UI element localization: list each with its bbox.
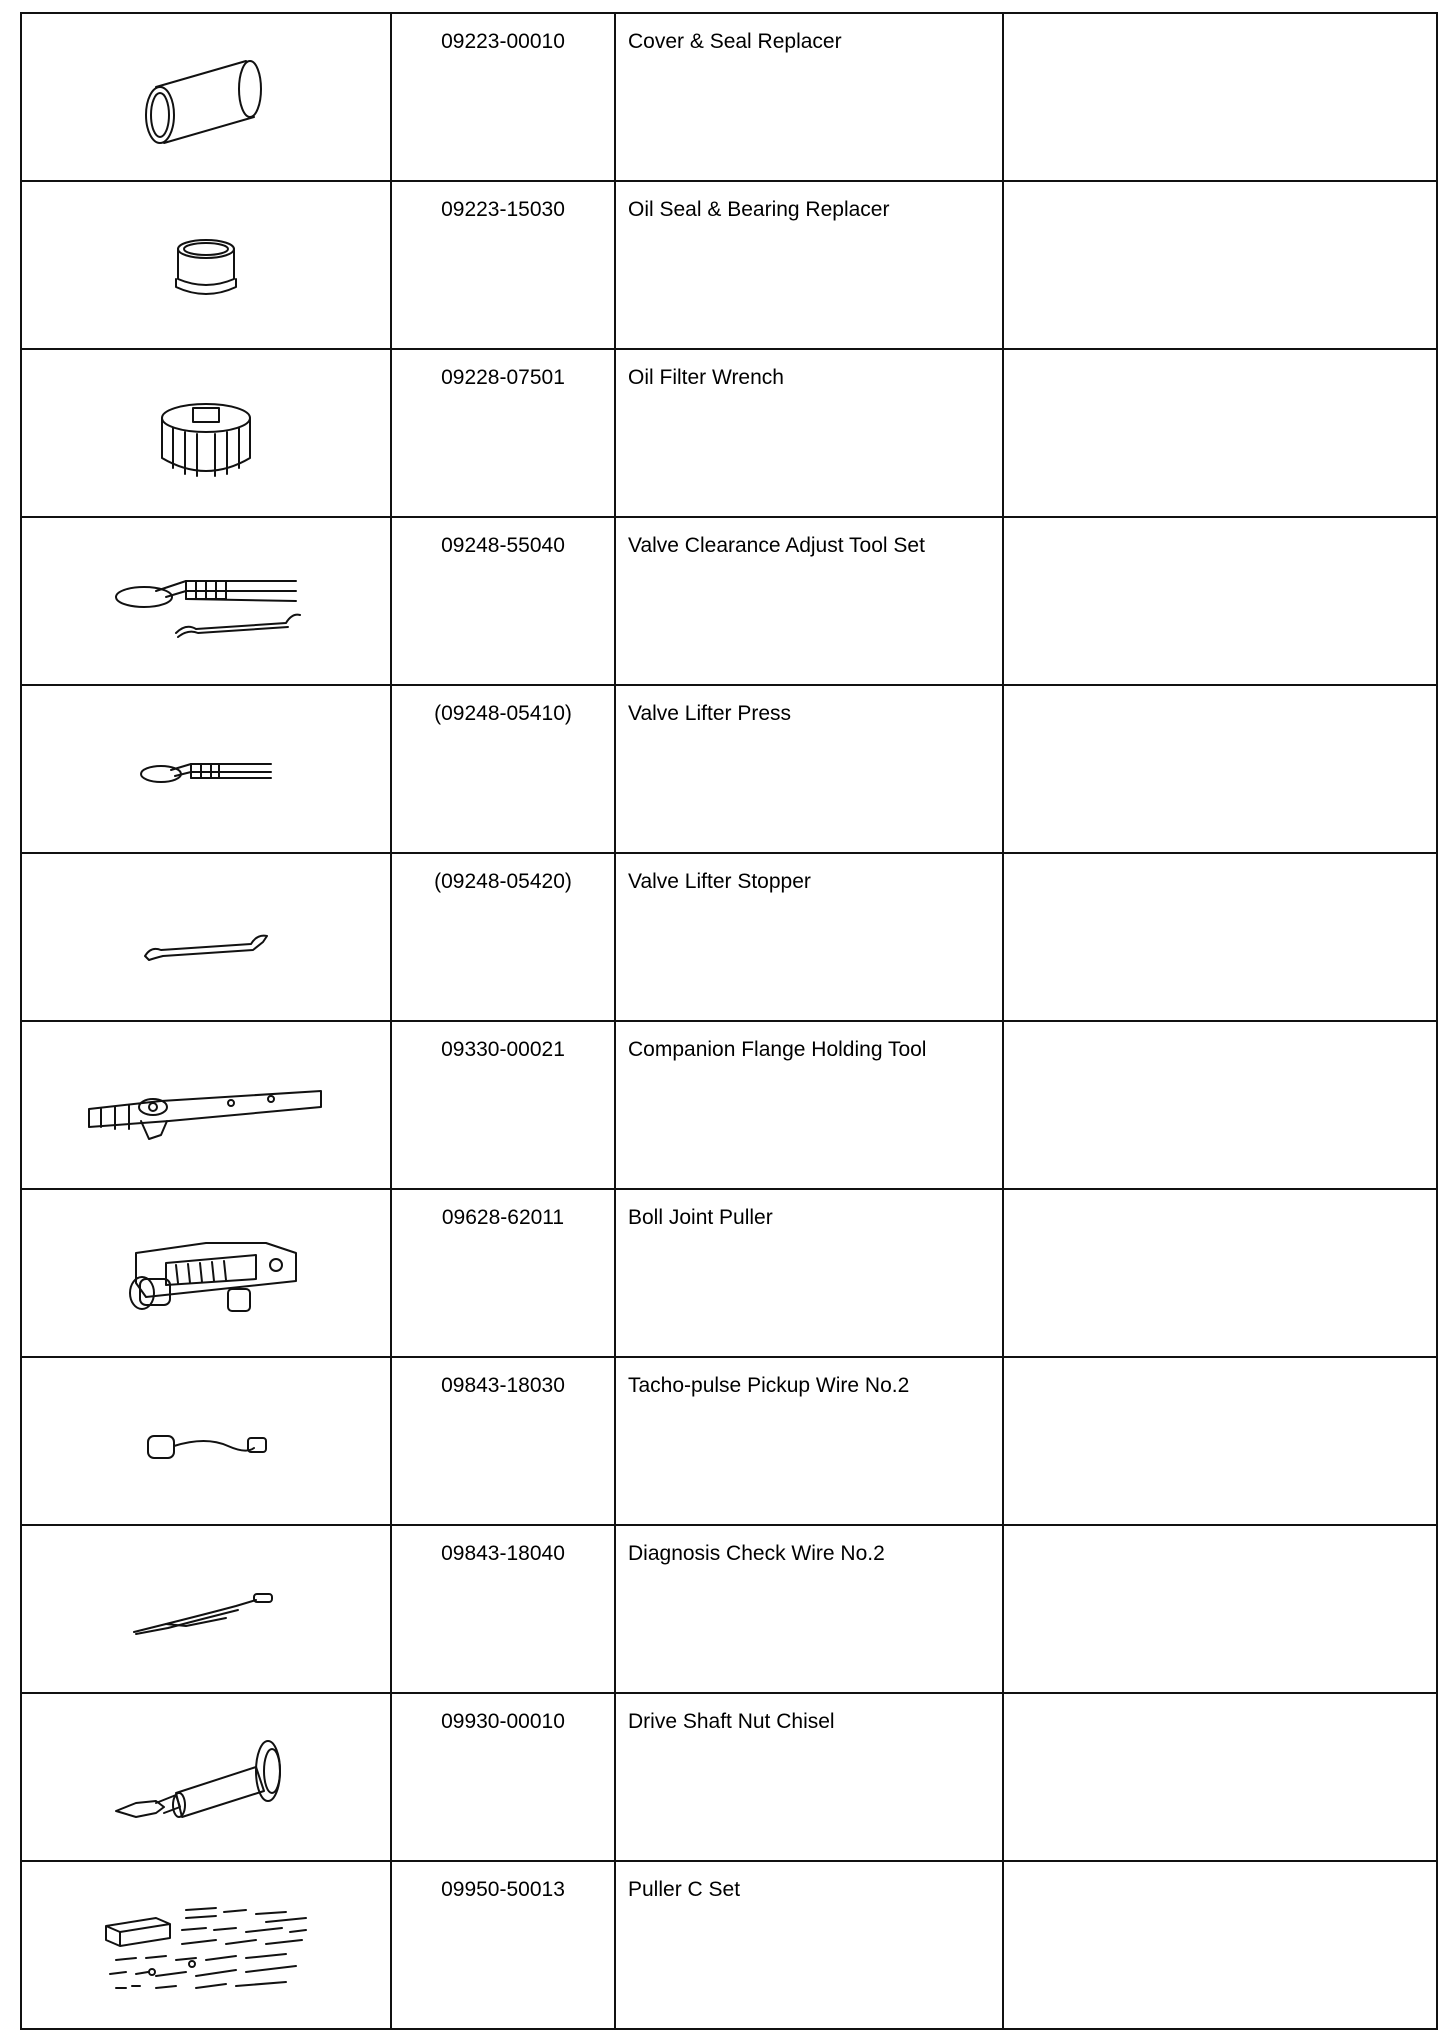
tool-illustration	[21, 1021, 391, 1189]
flange-holding-tool-icon	[81, 1065, 331, 1155]
tool-name: Diagnosis Check Wire No.2	[615, 1525, 1003, 1693]
part-number: (09248-05410)	[391, 685, 615, 853]
notes-cell	[1003, 1861, 1437, 2029]
table-row	[21, 1861, 1437, 2029]
part-number: 09843-18030	[391, 1357, 615, 1525]
tool-illustration	[21, 1861, 391, 2029]
part-number: 09223-00010	[391, 13, 615, 181]
part-number: 09248-55040	[391, 517, 615, 685]
notes-cell	[1003, 853, 1437, 1021]
tool-illustration	[21, 517, 391, 685]
valve-lifter-stopper-icon	[131, 912, 281, 972]
tool-name: Boll Joint Puller	[615, 1189, 1003, 1357]
table-row	[21, 1021, 1437, 1189]
notes-cell	[1003, 181, 1437, 349]
notes-cell	[1003, 1189, 1437, 1357]
table-row	[21, 1693, 1437, 1861]
tool-illustration	[21, 685, 391, 853]
notes-cell	[1003, 1693, 1437, 1861]
table-row	[21, 181, 1437, 349]
table-row	[21, 13, 1437, 181]
valve-lifter-press-icon	[131, 744, 281, 804]
part-number: 09628-62011	[391, 1189, 615, 1357]
notes-cell	[1003, 13, 1437, 181]
tool-illustration	[21, 853, 391, 1021]
table-row	[21, 349, 1437, 517]
tool-name: Tacho-pulse Pickup Wire No.2	[615, 1357, 1003, 1525]
special-tools-table	[20, 12, 1438, 2030]
filter-wrench-icon	[131, 388, 281, 488]
tool-name: Puller C Set	[615, 1861, 1003, 2029]
tool-illustration	[21, 1357, 391, 1525]
part-number: 09330-00021	[391, 1021, 615, 1189]
puller-set-icon	[96, 1900, 316, 2000]
ball-joint-puller-icon	[106, 1223, 306, 1333]
notes-cell	[1003, 685, 1437, 853]
check-wire-icon	[126, 1584, 286, 1644]
tool-name: Oil Seal & Bearing Replacer	[615, 181, 1003, 349]
notes-cell	[1003, 517, 1437, 685]
tool-name: Valve Clearance Adjust Tool Set	[615, 517, 1003, 685]
table-row	[21, 1525, 1437, 1693]
tool-illustration	[21, 1525, 391, 1693]
pickup-wire-icon	[136, 1416, 276, 1476]
table-row	[21, 685, 1437, 853]
table-row	[21, 517, 1437, 685]
part-number: 09950-50013	[391, 1861, 615, 2029]
notes-cell	[1003, 349, 1437, 517]
nut-chisel-icon	[106, 1727, 306, 1837]
part-number: 09930-00010	[391, 1693, 615, 1861]
tool-name: Cover & Seal Replacer	[615, 13, 1003, 181]
notes-cell	[1003, 1357, 1437, 1525]
tool-name: Valve Lifter Press	[615, 685, 1003, 853]
valve-tool-set-icon	[106, 561, 306, 651]
tool-name: Drive Shaft Nut Chisel	[615, 1693, 1003, 1861]
tool-illustration	[21, 181, 391, 349]
cylinder-replacer-icon	[126, 47, 286, 157]
cup-replacer-icon	[146, 225, 266, 315]
tool-illustration	[21, 349, 391, 517]
part-number: (09248-05420)	[391, 853, 615, 1021]
tool-name: Companion Flange Holding Tool	[615, 1021, 1003, 1189]
notes-cell	[1003, 1525, 1437, 1693]
table-row	[21, 853, 1437, 1021]
tool-name: Oil Filter Wrench	[615, 349, 1003, 517]
table-row	[21, 1357, 1437, 1525]
part-number: 09223-15030	[391, 181, 615, 349]
part-number: 09228-07501	[391, 349, 615, 517]
part-number: 09843-18040	[391, 1525, 615, 1693]
tool-illustration	[21, 1693, 391, 1861]
tool-illustration	[21, 13, 391, 181]
tool-illustration	[21, 1189, 391, 1357]
notes-cell	[1003, 1021, 1437, 1189]
table-row	[21, 1189, 1437, 1357]
tool-name: Valve Lifter Stopper	[615, 853, 1003, 1021]
